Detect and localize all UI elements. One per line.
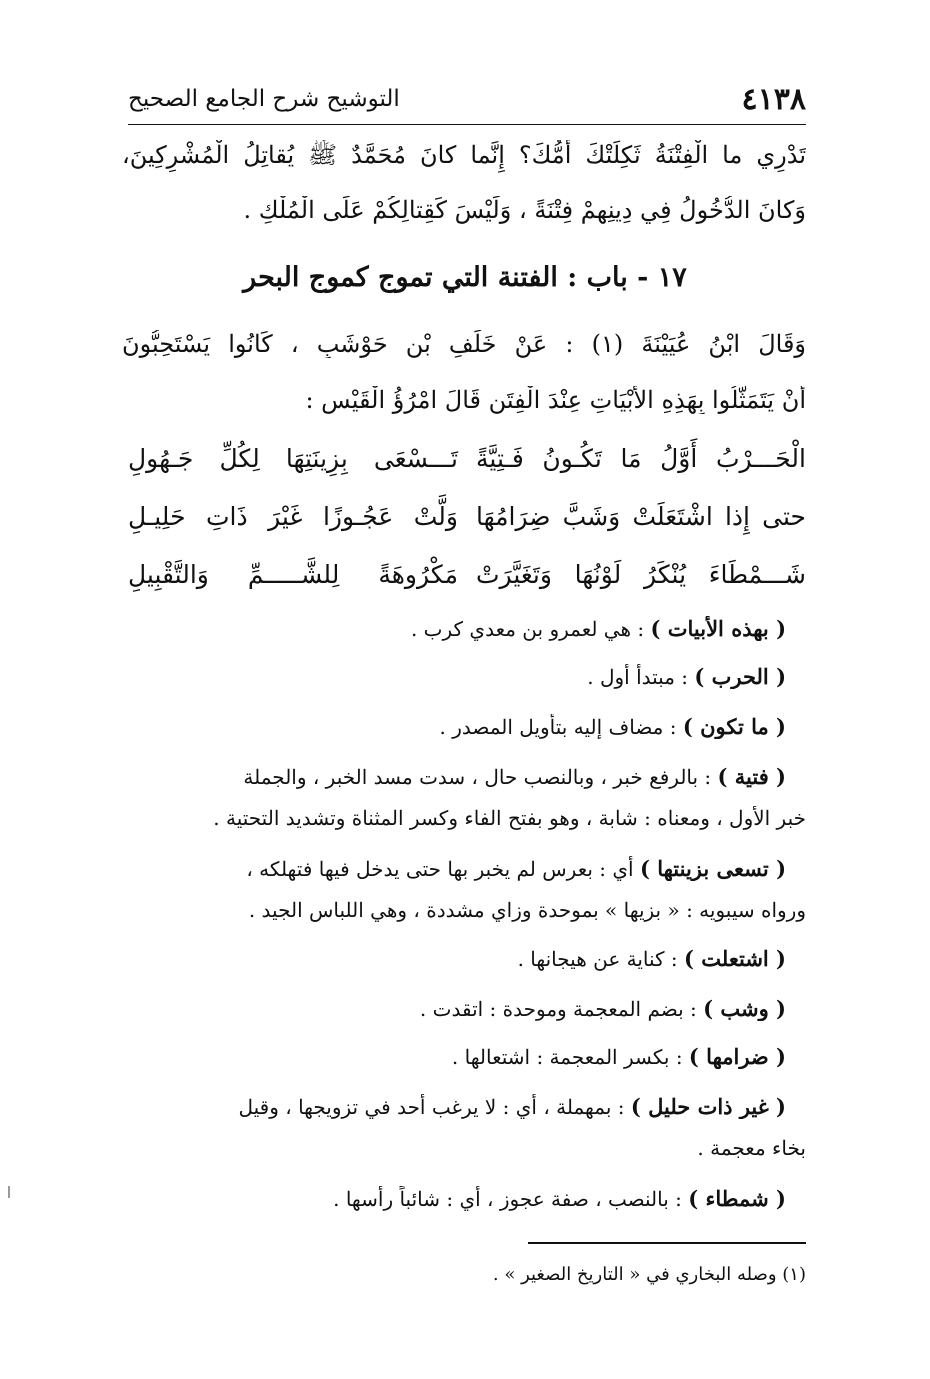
commentary-line [122, 946, 806, 971]
poem-hemistich-left: وَلَّتْ عَجُـوزًا غَيْرَ ذَاتِ حَلِيـلِ [128, 502, 458, 531]
running-header [128, 82, 806, 122]
text-line: تَدْرِي ما الْفِتْنَةُ ثَكِلَتْكَ أُمُّكَ؟ إِنَّما كانَ مُحَمَّدٌ ﷺ يُقاتِلُ الْمُشْرِكِينَ، [122, 141, 806, 169]
commentary-term: ( فتية ) [717, 764, 786, 789]
intro-line: أَنْ يَتَمَثَّلُوا بِهَذِهِ الأَبْيَاتِ عِنْدَ الْفِتَنِ قَالَ امْرُؤُ الْقَيْسِ : [305, 386, 806, 414]
commentary-term: ( ما تكون ) [682, 714, 786, 739]
commentary-line [122, 764, 806, 789]
commentary-line [122, 664, 806, 689]
commentary-line [122, 996, 806, 1021]
commentary-term: ( غير ذات حليل ) [630, 1094, 786, 1119]
commentary-line [122, 1044, 806, 1069]
chapter-heading: ١٧ - باب : الفتنة التي تموج كموج البحر [243, 262, 687, 293]
commentary-line [122, 898, 806, 922]
text-line: وَكانَ الدُّخُولُ فِي دِينِهِمْ فِتْنَةً ، وَلَيْسَ كَقِتالِكُمْ عَلَى الْمُلْكِ . [243, 196, 806, 224]
commentary-line [122, 1136, 806, 1160]
commentary-text: : مضاف إليه بتأويل المصدر . [439, 715, 683, 739]
commentary-term: ( شمطاء ) [688, 1186, 786, 1211]
commentary-text: : بمهملة ، أي : لا يرغب أحد في تزويجها ، وقيل [238, 1095, 631, 1119]
commentary-text: : بضم المعجمة وموحدة : اتقدت . [419, 997, 704, 1021]
commentary-text: أي : بعرس لم يخبر بها حتى يدخل فيها فتهلكه ، [246, 857, 640, 881]
footnote: (١) وصله البخاري في « التاريخ الصغير » . [492, 1264, 806, 1285]
poem-hemistich-left: تَـــسْعَى بِزِينَتِهَا لِكُلِّ جَـهُولِ [128, 444, 458, 473]
commentary-term: ( وشب ) [703, 996, 786, 1021]
commentary-term: ( تسعى بزينتها ) [639, 856, 786, 881]
poem-hemistich-left: مَكْرُوهَةً لِلشَّـــــمِّ وَالتَّقْبِيلِ [128, 560, 458, 589]
commentary-text: : هي لعمرو بن معدي كرب . [410, 617, 651, 641]
footnote-rule [528, 1242, 806, 1244]
intro-line: وَقَالَ ابْنُ عُيَيْنَةَ (١) : عَنْ خَلَفِ بْنِ حَوْشَبٍ ، كَانُوا يَسْتَحِبُّونَ [122, 330, 806, 358]
scan-mark [8, 1186, 10, 1198]
commentary-text: : بالنصب ، صفة عجوز ، أي : شائباً رأسها . [333, 1187, 689, 1211]
page-number: ٤١٣٨ [741, 82, 806, 117]
poem-hemistich-right: حتى إِذا اشْتَعَلَتْ وَشَبَّ ضِرَامُهَا [476, 502, 806, 531]
commentary-text: خبر الأول ، ومعناه : شابة ، وهو بفتح الفاء وكسر المثناة وتشديد التحتية . [213, 806, 806, 830]
commentary-text: ورواه سيبويه : « بزيها » بموحدة وزاي مشددة ، وهي اللباس الجيد . [248, 898, 806, 922]
commentary-term: ( الحرب ) [694, 664, 786, 689]
commentary-term: ( ضرامها ) [688, 1044, 786, 1069]
commentary-text: : بالرفع خبر ، وبالنصب حال ، سدت مسد الخبر ، والجملة [243, 765, 718, 789]
commentary-line [122, 806, 806, 830]
poem-hemistich-right: الْحَـــرْبُ أَوَّلُ مَا تَكُـونُ فَـتِيَّةً [476, 444, 806, 473]
commentary-text: : كناية عن هيجانها . [517, 947, 685, 971]
commentary-line [122, 616, 806, 641]
commentary-line [122, 856, 806, 881]
commentary-text: : مبتدأ أول . [587, 665, 695, 689]
commentary-text: بخاء معجمة . [697, 1136, 806, 1160]
book-title: التوشيح شرح الجامع الصحيح [128, 86, 400, 112]
commentary-text: : بكسر المعجمة : اشتعالها . [451, 1045, 689, 1069]
commentary-line [122, 1186, 806, 1211]
poem-hemistich-right: شَـــمْطَاءَ يُنْكَرُ لَوْنُهَا وَتَغَيَّرَتْ [476, 560, 806, 589]
commentary-term: ( اشتعلت ) [684, 946, 786, 971]
commentary-term: ( بهذه الأبيات ) [650, 616, 786, 641]
commentary-line [122, 1094, 806, 1119]
header-rule [128, 124, 806, 125]
commentary-line [122, 714, 806, 739]
